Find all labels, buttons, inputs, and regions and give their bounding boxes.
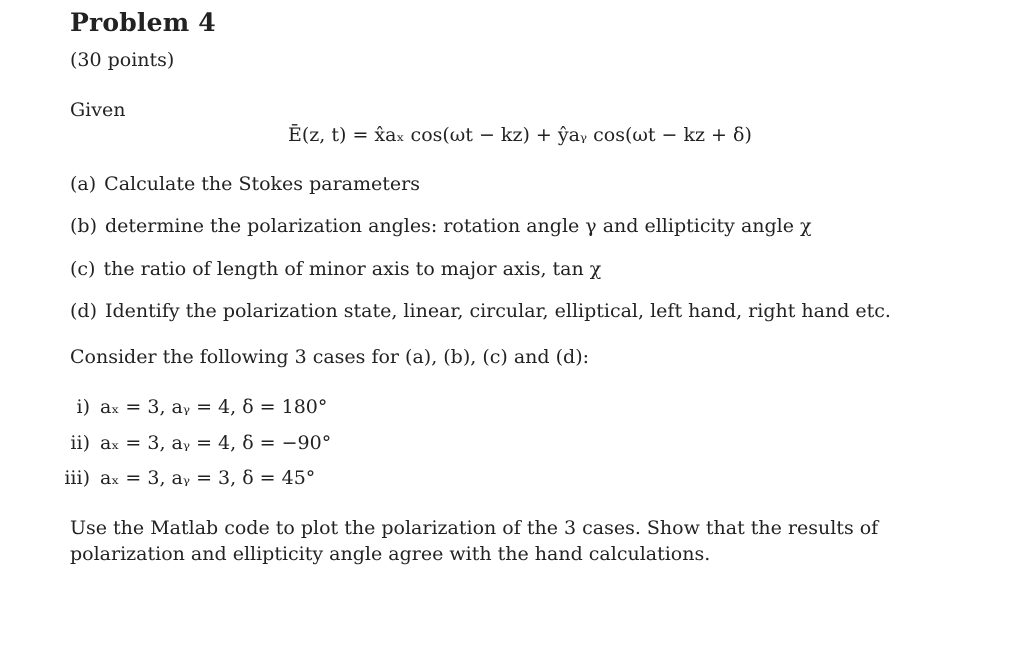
case-3-text: aₓ = 3, aᵧ = 3, δ = 45° bbox=[100, 467, 316, 489]
part-a bbox=[70, 173, 420, 195]
case-1-label: i) bbox=[76, 396, 90, 418]
part-c-label: (c) bbox=[70, 258, 96, 280]
part-b bbox=[70, 215, 812, 237]
case-1 bbox=[38, 396, 327, 418]
closing-paragraph: Use the Matlab code to plot the polarization of the 3 cases. Show that the results of polarization and ellipticity angle agree with the hand calculations. bbox=[70, 517, 879, 565]
case-2-text: aₓ = 3, aᵧ = 4, δ = −90° bbox=[100, 432, 332, 454]
case-3 bbox=[38, 467, 315, 489]
part-d-text: Identify the polarization state, linear, circular, elliptical, left hand, right hand etc. bbox=[105, 300, 891, 322]
case-2-label: ii) bbox=[70, 432, 90, 454]
part-c-text: the ratio of length of minor axis to major axis, tan χ bbox=[103, 258, 602, 280]
field-equation: Ē(z, t) = x̂aₓ cos(ωt − kz) + ŷaᵧ cos(ωt − kz + δ) bbox=[288, 124, 752, 146]
case-2 bbox=[38, 432, 331, 454]
problem-points: (30 points) bbox=[70, 49, 175, 71]
case-3-label: iii) bbox=[64, 467, 90, 489]
problem-title: Problem 4 bbox=[70, 8, 216, 37]
part-d-label: (d) bbox=[70, 300, 97, 322]
given-label: Given bbox=[70, 99, 126, 121]
part-a-label: (a) bbox=[70, 173, 97, 195]
part-b-label: (b) bbox=[70, 215, 97, 237]
part-d bbox=[70, 300, 891, 322]
part-b-text: determine the polarization angles: rotation angle γ and ellipticity angle χ bbox=[105, 215, 812, 237]
part-c bbox=[70, 258, 601, 280]
cases-intro: Consider the following 3 cases for (a), (b), (c) and (d): bbox=[70, 346, 590, 368]
part-a-text: Calculate the Stokes parameters bbox=[104, 173, 420, 195]
case-1-text: aₓ = 3, aᵧ = 4, δ = 180° bbox=[100, 396, 328, 418]
